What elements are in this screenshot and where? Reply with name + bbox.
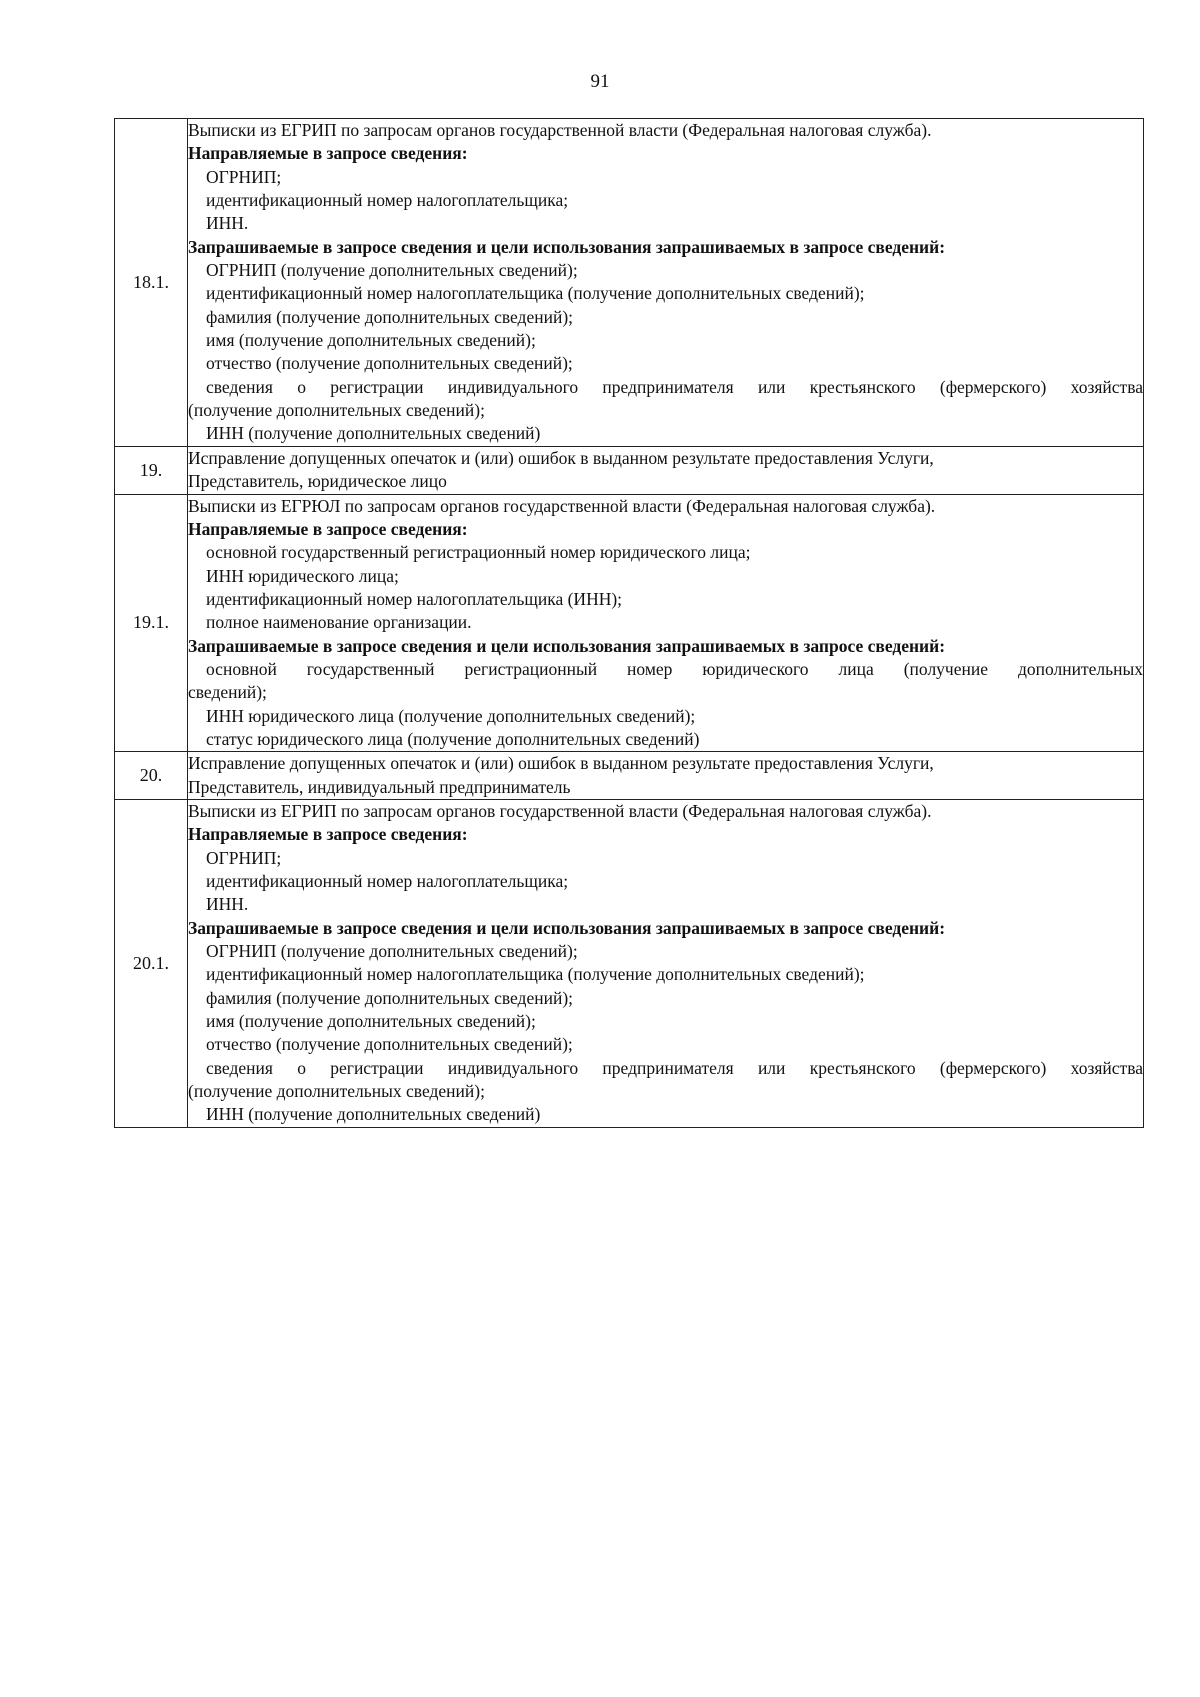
- text-line: идентификационный номер налогоплательщика (получение дополнительных сведений);: [206, 964, 865, 985]
- text-line: фамилия (получение дополнительных сведений);: [206, 987, 574, 1008]
- text-line: основной государственный регистрационный номер юридического лица (получение дополнительных: [206, 658, 1143, 679]
- section-heading: Запрашиваемые в запросе сведения и цели использования запрашиваемых в запросе сведений:: [188, 635, 946, 656]
- text-line: ОГРНИП;: [206, 847, 282, 868]
- section-heading: Направляемые в запросе сведения:: [188, 518, 468, 539]
- table-row: [115, 119, 1144, 447]
- text-line: отчество (получение дополнительных сведений);: [206, 353, 573, 374]
- row-number: 18.1.: [115, 119, 188, 447]
- text-line: статус юридического лица (получение дополнительных сведений): [206, 728, 700, 749]
- text-line: (получение дополнительных сведений);: [188, 400, 485, 421]
- text-line: сведений);: [188, 682, 267, 703]
- text-line: отчество (получение дополнительных сведений);: [206, 1034, 573, 1055]
- text-line: ОГРНИП (получение дополнительных сведений);: [206, 260, 578, 281]
- text-line: фамилия (получение дополнительных сведений);: [206, 306, 574, 327]
- row-number: 19.: [115, 446, 188, 494]
- table-row: [115, 799, 1144, 1127]
- text-line: ИНН (получение дополнительных сведений): [206, 423, 541, 444]
- row-number: 19.1.: [115, 494, 188, 752]
- text-line: (получение дополнительных сведений);: [188, 1081, 485, 1102]
- text-line: ИНН.: [206, 894, 249, 915]
- text-line: ИНН юридического лица;: [206, 565, 399, 586]
- text-line: Выписки из ЕГРИП по запросам органов государственной власти (Федеральная налоговая служба).: [188, 800, 932, 821]
- text-line: основной государственный регистрационный номер юридического лица;: [206, 542, 751, 563]
- page-number: 91: [590, 71, 610, 92]
- text-line: имя (получение дополнительных сведений);: [206, 330, 536, 351]
- row-number: 20.1.: [115, 799, 188, 1127]
- row-content: [188, 446, 1144, 494]
- section-heading: Запрашиваемые в запросе сведения и цели использования запрашиваемых в запросе сведений:: [188, 917, 946, 938]
- row-content: [188, 799, 1144, 1127]
- text-line: идентификационный номер налогоплательщика (ИНН);: [206, 588, 623, 609]
- text-line: ОГРНИП;: [206, 166, 282, 187]
- text-line: имя (получение дополнительных сведений);: [206, 1011, 536, 1032]
- text-line: ИНН.: [206, 213, 249, 234]
- text-line: идентификационный номер налогоплательщика (получение дополнительных сведений);: [206, 283, 865, 304]
- table-row: [115, 752, 1144, 800]
- text-line: Исправление допущенных опечаток и (или) ошибок в выданном результате предоставления Услуги,: [188, 447, 934, 468]
- text-line: ИНН (получение дополнительных сведений): [206, 1104, 541, 1125]
- text-line: Представитель, индивидуальный предприниматель: [188, 776, 571, 797]
- text-line: Представитель, юридическое лицо: [188, 471, 447, 492]
- section-heading: Направляемые в запросе сведения:: [188, 824, 468, 845]
- section-heading: Направляемые в запросе сведения:: [188, 143, 468, 164]
- row-content: [188, 494, 1144, 752]
- text-line: Выписки из ЕГРИП по запросам органов государственной власти (Федеральная налоговая служба).: [188, 120, 932, 140]
- table-body: [115, 119, 1144, 1128]
- table-row: [115, 494, 1144, 752]
- text-line: сведения о регистрации индивидуального предпринимателя или крестьянского (фермерского) хозяйства: [206, 376, 1143, 397]
- row-content: [188, 752, 1144, 800]
- text-line: полное наименование организации.: [206, 612, 472, 633]
- services-table: [114, 118, 1144, 1128]
- text-line: идентификационный номер налогоплательщика;: [206, 871, 569, 891]
- row-content: [188, 119, 1144, 447]
- table-row: [115, 446, 1144, 494]
- row-number: 20.: [115, 752, 188, 800]
- text-line: ИНН юридического лица (получение дополнительных сведений);: [206, 705, 696, 726]
- text-line: Выписки из ЕГРЮЛ по запросам органов государственной власти (Федеральная налоговая служба).: [188, 495, 936, 516]
- text-line: Исправление допущенных опечаток и (или) ошибок в выданном результате предоставления Услуги,: [188, 753, 934, 774]
- text-line: ОГРНИП (получение дополнительных сведений);: [206, 941, 578, 962]
- text-line: идентификационный номер налогоплательщика;: [206, 190, 569, 211]
- text-line: сведения о регистрации индивидуального предпринимателя или крестьянского (фермерского) хозяйства: [206, 1057, 1143, 1078]
- section-heading: Запрашиваемые в запросе сведения и цели использования запрашиваемых в запросе сведений:: [188, 236, 946, 257]
